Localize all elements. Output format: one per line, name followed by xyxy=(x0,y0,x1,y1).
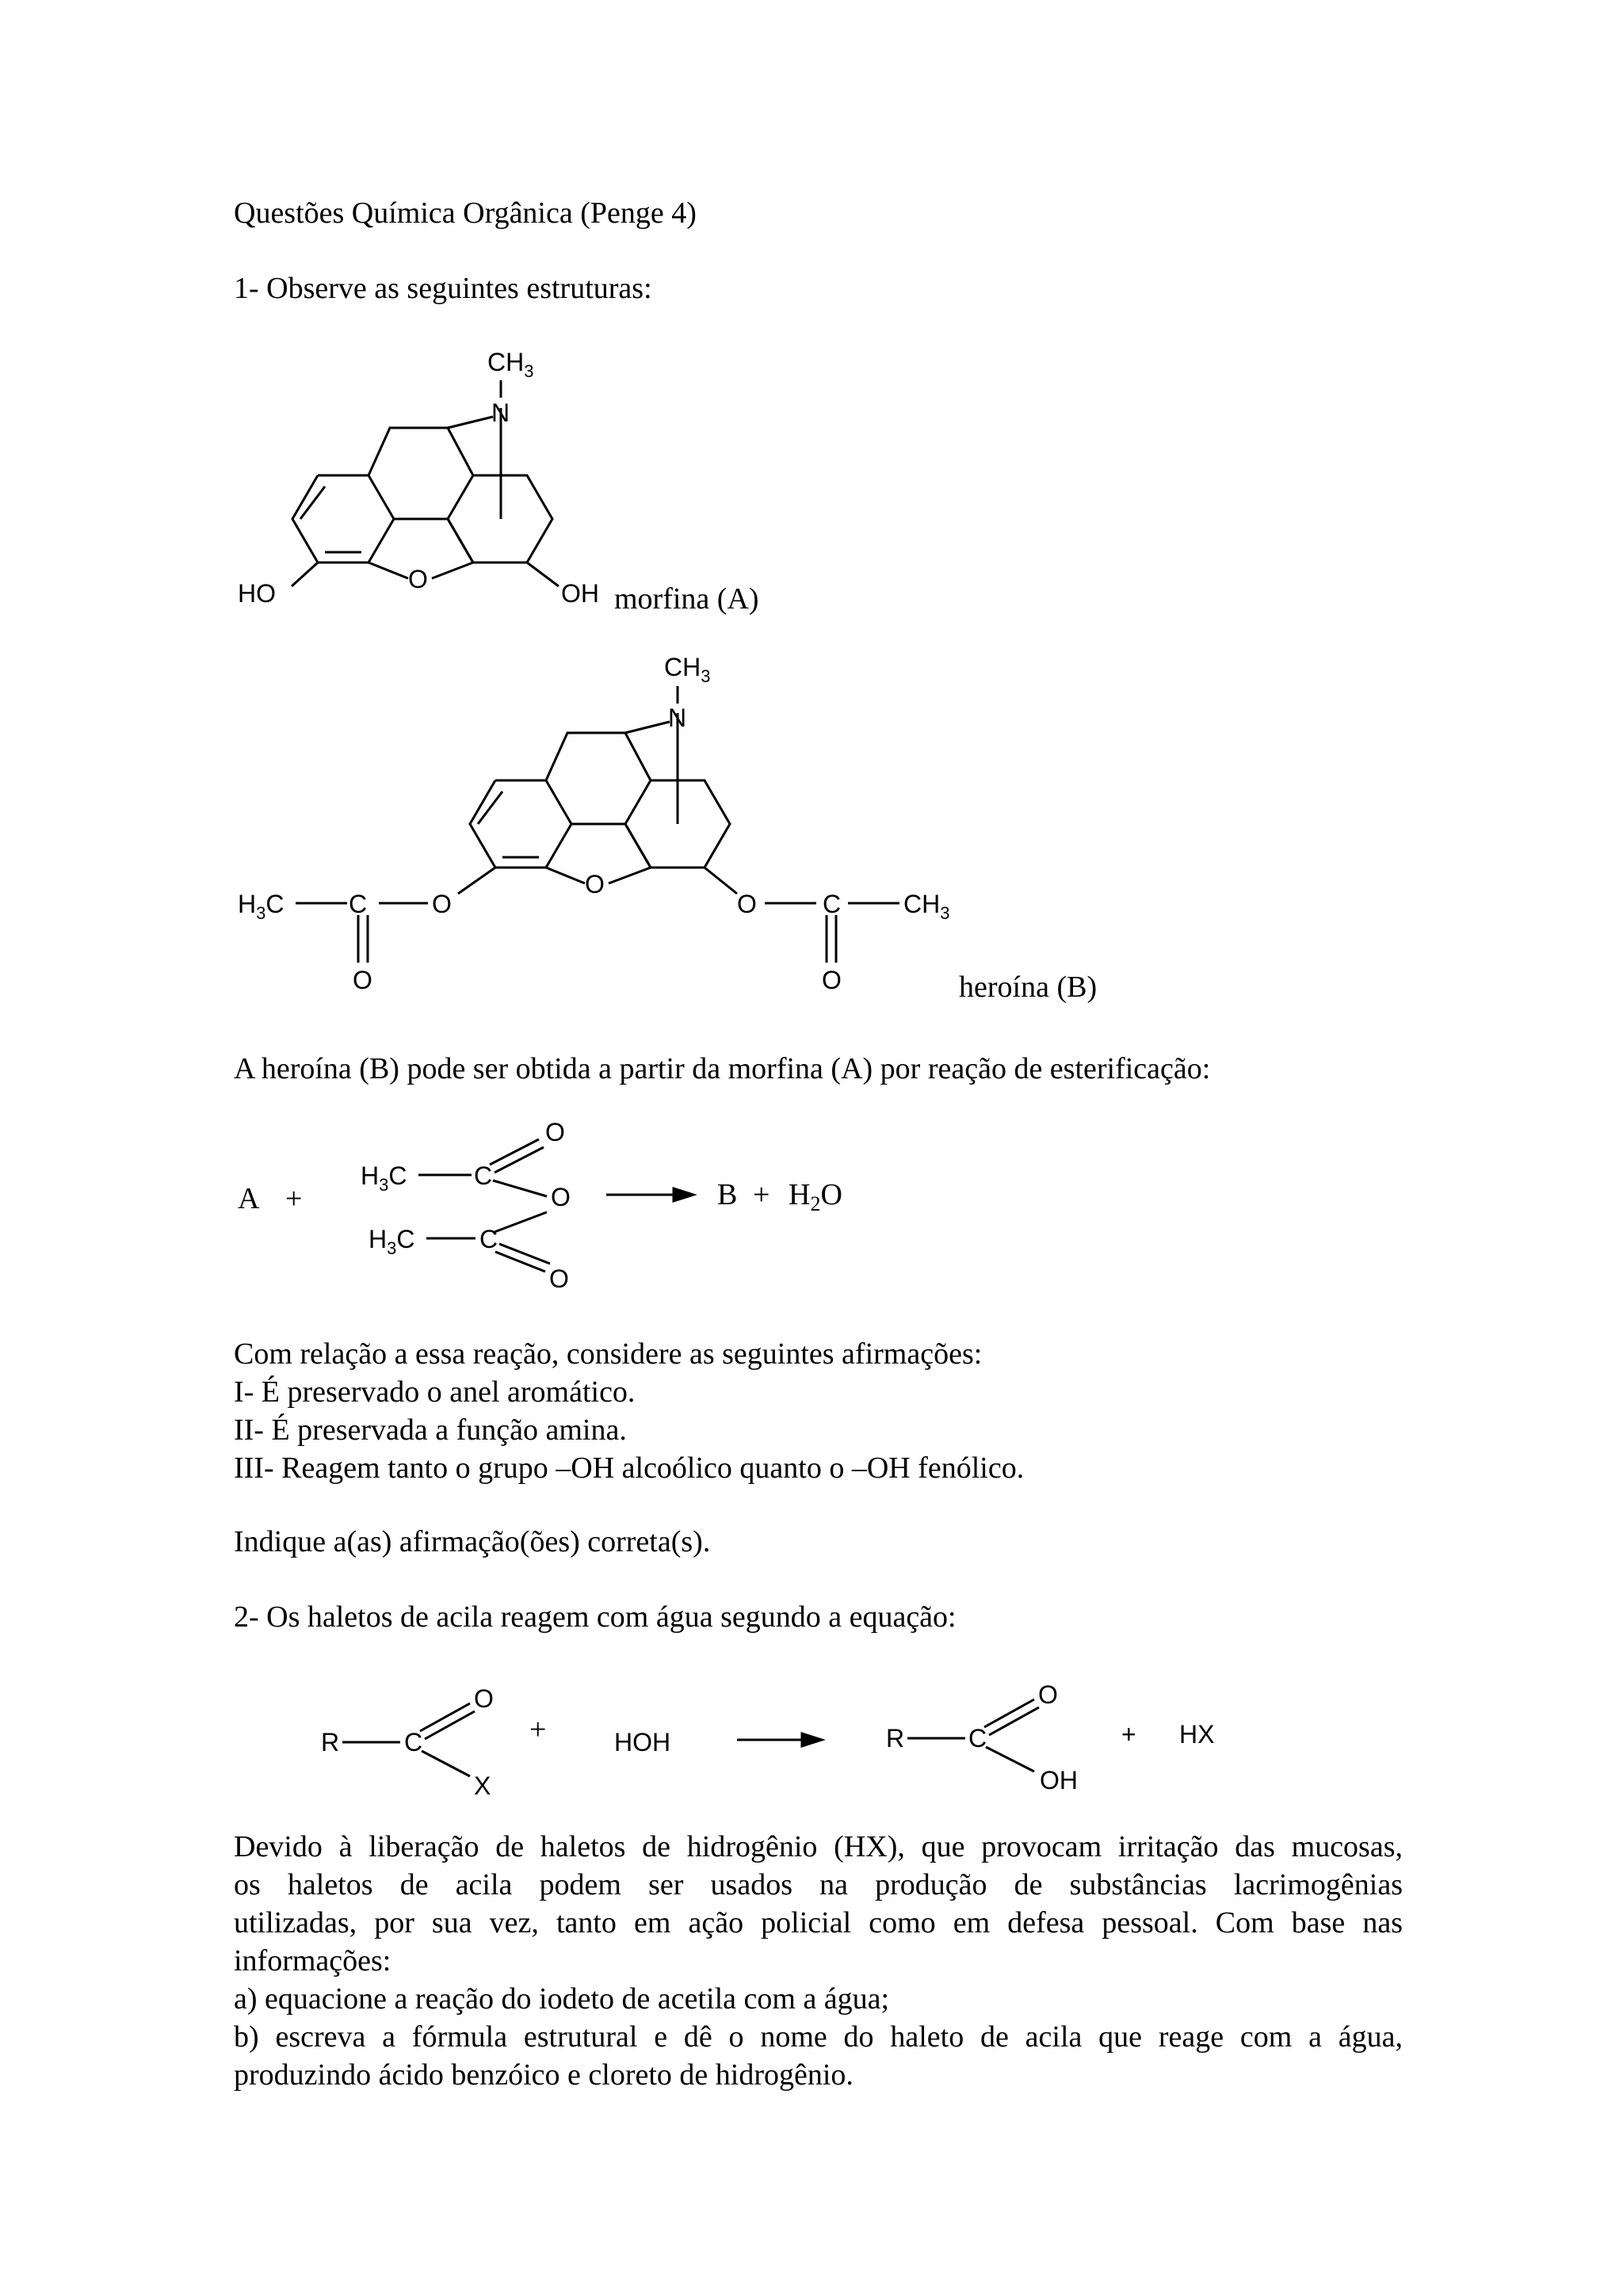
heroin-left-carbonyl-o-label: O xyxy=(353,966,372,994)
morphine-n-label: N xyxy=(491,399,510,427)
reaction-product-b: B xyxy=(717,1178,738,1211)
item-a: a) equacione a reação do iodeto de acetila com a água; xyxy=(234,1982,890,2016)
paragraph-line-4: informações: xyxy=(234,1944,391,1978)
morphine-ho-label: HO xyxy=(238,579,276,608)
heroin-n-label: N xyxy=(668,704,687,732)
question-1-consider: Com relação a essa reação, considere as seguintes afirmações: xyxy=(234,1337,983,1371)
item-b-line-1: b) escreva a fórmula estrutural e dê o nome do haleto de acila que reage com a água, xyxy=(234,2020,1403,2054)
acyl-plus-2: + xyxy=(1121,1720,1136,1749)
heroin-left-h3c-h: H xyxy=(238,890,257,918)
morphine-o-label: O xyxy=(408,565,428,593)
reaction-reactant-a: A xyxy=(238,1182,260,1215)
heroin-ch3-label: CH xyxy=(664,653,701,681)
heroin-left-ester-o-label: O xyxy=(432,890,452,918)
acyl-plus-1: + xyxy=(529,1713,547,1746)
paragraph-line-2: os haletos de acila podem ser usados na produção de substâncias lacrimogênias xyxy=(234,1868,1403,1901)
anhydride-c-top: C xyxy=(474,1161,493,1190)
anhydride-o-bottom: O xyxy=(549,1264,569,1293)
acid-r-label: R xyxy=(886,1724,905,1753)
morphine-oh-label: OH xyxy=(561,579,599,608)
anhydride-h3c-bottom-h: H xyxy=(369,1225,388,1253)
paragraph-line-3: utilizadas, por sua vez, tanto em ação policial como em defesa pessoal. Com base nas xyxy=(234,1906,1403,1939)
svg-text:H3C: $H_3C$ xyxy=(369,1225,415,1258)
acyl-hoh-label: HOH xyxy=(614,1728,671,1756)
svg-text:H3C: $H_3C$ xyxy=(361,1161,407,1195)
svg-text:CH3: $CH_3$ xyxy=(487,348,534,381)
heroin-right-c-label: C xyxy=(823,890,842,918)
statement-iii: III- Reagem tanto o grupo –OH alcoólico quanto o –OH fenólico. xyxy=(234,1451,1025,1485)
item-b-line-2: produzindo ácido benzóico e cloreto de hidrogênio. xyxy=(234,2058,854,2092)
reaction-water: H xyxy=(789,1178,811,1211)
morphine-caption: morfina (A) xyxy=(614,582,759,616)
anhydride-o-top: O xyxy=(545,1118,565,1146)
anhydride-h3c-top-h: H xyxy=(361,1161,380,1190)
heroin-caption: heroína (B) xyxy=(959,971,1098,1004)
paragraph-line-1: Devido à liberação de haletos de hidrogênio (HX), que provocam irritação das mucosas, xyxy=(234,1830,1403,1863)
acid-o-label: O xyxy=(1038,1680,1058,1709)
question-2-intro: 2- Os haletos de acila reagem com água segundo a equação: xyxy=(234,1600,957,1634)
reaction-plus-2: + xyxy=(753,1178,770,1211)
acid-c-label: C xyxy=(968,1724,987,1753)
anhydride-c-bottom: C xyxy=(479,1225,498,1253)
statement-ii: II- É preservada a função amina. xyxy=(234,1413,627,1447)
svg-text:H3C: $H_3C$ xyxy=(238,890,285,923)
reaction-plus: + xyxy=(285,1182,303,1215)
heroin-left-c-label: C xyxy=(349,890,368,918)
question-1-statement: A heroína (B) pode ser obtida a partir da morfina (A) por reação de esterificação: xyxy=(234,1052,1211,1085)
svg-text:CH3: $CH_3$ xyxy=(664,653,711,686)
heroin-right-carbonyl-o-label: O xyxy=(822,966,842,994)
page-title: Questões Química Orgânica (Penge 4) xyxy=(234,196,697,230)
acid-oh-label: OH xyxy=(1040,1766,1078,1794)
question-1-intro: 1- Observe as seguintes estruturas: xyxy=(234,272,652,305)
morphine-ch3-label: CH xyxy=(487,348,525,376)
heroin-right-ch3-label: CH xyxy=(903,890,941,918)
heroin-right-ester-o-label: O xyxy=(737,890,757,918)
acyl-c-label: C xyxy=(404,1728,423,1756)
svg-text:H2O: $H_2O$ xyxy=(789,1178,842,1215)
acyl-r-label: R xyxy=(321,1728,340,1756)
statement-i: I- É preservado o anel aromático. xyxy=(234,1375,636,1409)
anhydride-o-bridge: O xyxy=(551,1183,571,1211)
question-1-prompt: Indique a(as) afirmação(ões) correta(s). xyxy=(234,1525,711,1558)
heroin-furan-o-label: O xyxy=(585,870,605,898)
acyl-o-label: O xyxy=(474,1684,494,1713)
acyl-hx-label: HX xyxy=(1179,1720,1215,1749)
svg-text:CH3: $CH_3$ xyxy=(903,890,950,923)
acyl-x-label: X xyxy=(474,1772,491,1800)
